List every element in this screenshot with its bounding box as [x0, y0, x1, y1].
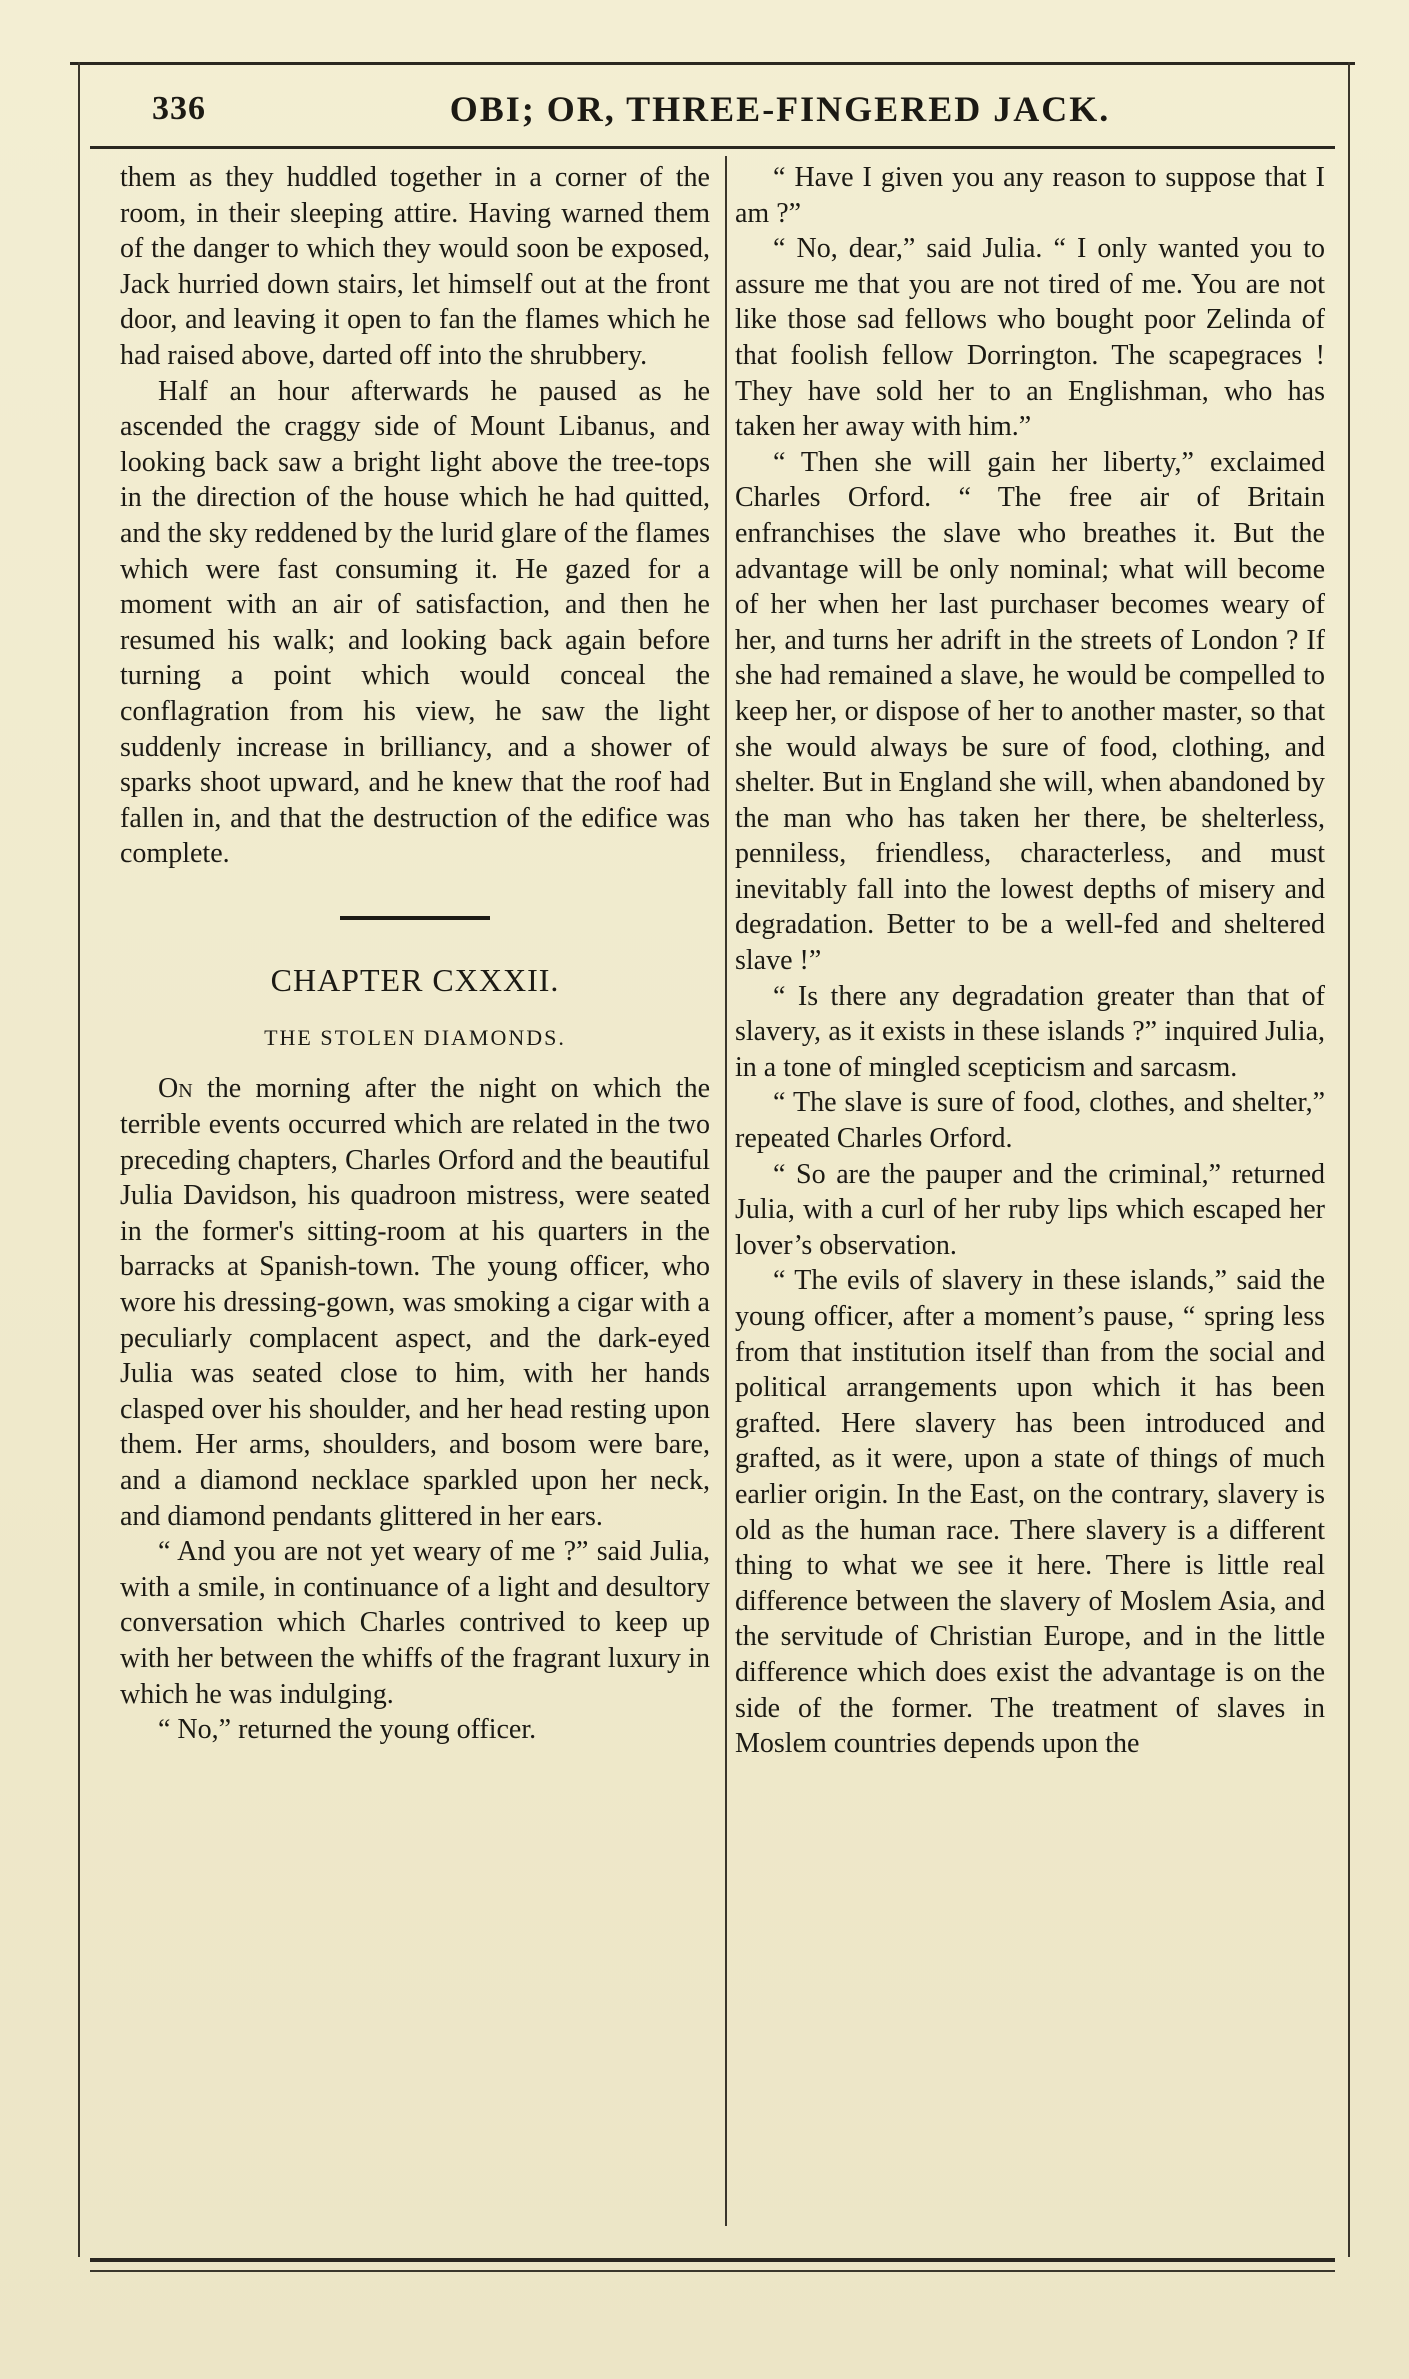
column-divider	[725, 156, 727, 2226]
chapter-opening-paragraph	[120, 1071, 710, 1534]
chapter-subtitle: THE STOLEN DIAMONDS.	[264, 1024, 566, 1050]
chapter-title: CHAPTER CXXXII.	[270, 961, 560, 998]
paragraph: “ So are the pauper and the criminal,” returned Julia, with a curl of her ruby lips which escaped her lover’s observation.	[735, 1158, 1325, 1261]
paragraph: “ No, dear,” said Julia. “ I only wanted you to assure me that you are not tired of me. You are not like those sad fellows who bought poor Zelinda of that foolish fellow Dorrington. The scapegraces ! They have sold her to an Englishman, who has taken her away with him.”	[735, 233, 1325, 443]
paragraph: “ Have I given you any reason to suppose that I am ?”	[735, 162, 1325, 229]
left-column	[120, 160, 710, 1748]
right-column	[735, 160, 1325, 1762]
paragraph: “ Then she will gain her liberty,” exclaimed Charles Orford. “ The free air of Britain enfranchises the slave who breathes it. But the advantage will be only nominal; what will become of her when her last purchaser becomes weary of her, and turns her adrift in the streets of London ? If she had remained a slave, he would be compelled to keep her, or dispose of her to another master, so that she would always be sure of food, clothing, and shelter. But in England she will, when abandoned by the man who has taken her there, be shelterless, penniless, friendless, characterless, and must inevitably fall into the lowest depths of misery and degradation. Better to be a well-fed and sheltered slave !”	[735, 446, 1325, 977]
paragraph: “ The evils of slavery in these islands,” said the young officer, after a moment’s pause, “ spring less from that institution itself than from the social and political arrangements upon which it has been grafted. Here slavery has been introduced and grafted, as it were, upon a state of things of much earlier origin. In the East, on the contrary, slavery is old as the human race. There slavery is a different thing to what we see it here. There is little real difference between the slavery of Moslem Asia, and the servitude of Christian Europe, and in the little difference which does exist the advantage is on the side of the former. The treatment of slaves in Moslem countries depends upon the	[735, 1265, 1325, 1760]
paragraph: “ No,” returned the young officer.	[158, 1714, 537, 1746]
bottom-rule	[90, 2258, 1335, 2262]
running-title: OBI; OR, THREE-FINGERED JACK.	[449, 89, 1111, 129]
right-border-rule	[1348, 62, 1350, 2257]
opening-word: On	[158, 1073, 193, 1105]
paragraph: “ And you are not yet weary of me ?” said Julia, with a smile, in continuance of a light and desultory conversation which Charles contrived to keep up with her between the whiffs of the fragrant luxury in which he was indulging.	[120, 1536, 710, 1710]
top-border-rule	[70, 62, 1355, 65]
paragraph: them as they huddled together in a corner of the room, in their sleeping attire. Having warned them of the danger to which they would soon be exposed, Jack hurried down stairs, let himself out at the front door, and leaving it open to fan the flames which he had raised above, darted off into the shrubbery.	[120, 162, 710, 371]
chapter-separator	[340, 916, 490, 920]
left-border-rule	[78, 62, 80, 2257]
page-number: 336	[152, 90, 206, 127]
header-rule	[90, 146, 1335, 149]
bottom-rule-secondary	[90, 2270, 1335, 2272]
paragraph: “ The slave is sure of food, clothes, and shelter,” repeated Charles Orford.	[735, 1087, 1325, 1155]
page-header	[90, 80, 1335, 144]
paragraph: Half an hour afterwards he paused as he ascended the craggy side of Mount Libanus, and looking back saw a bright light above the tree-tops in the direction of the house which he had quitted, and the sky reddened by the lurid glare of the flames which were fast consuming it. He gazed for a moment with an air of satisfaction, and then he resumed his walk; and looking back again before turning a point which would conceal the conflagration from his view, he saw the light suddenly increase in brilliancy, and a shower of sparks shoot upward, and he knew that the roof had fallen in, and that the destruction of the edifice was complete.	[120, 375, 710, 870]
paragraph: “ Is there any degradation greater than that of slavery, as it exists in these islands ?” inquired Julia, in a tone of mingled scepticism and sarcasm.	[735, 980, 1325, 1083]
opening-text: the morning after the night on which the terrible events occurred which are related in the two preceding chapters, Charles Orford and the beautiful Julia Davidson, his quadroon mistress, were seated in the former's sitting-room at his quarters in the barracks at Spanish-town. The young officer, who wore his dressing-gown, was smoking a cigar with a peculiarly complacent aspect, and the dark-eyed Julia was seated close to him, with her hands clasped over his shoulder, and her head resting upon them. Her arms, shoulders, and bosom were bare, and a diamond necklace sparkled upon her neck, and diamond pendants glittered in her ears.	[120, 1073, 710, 1532]
